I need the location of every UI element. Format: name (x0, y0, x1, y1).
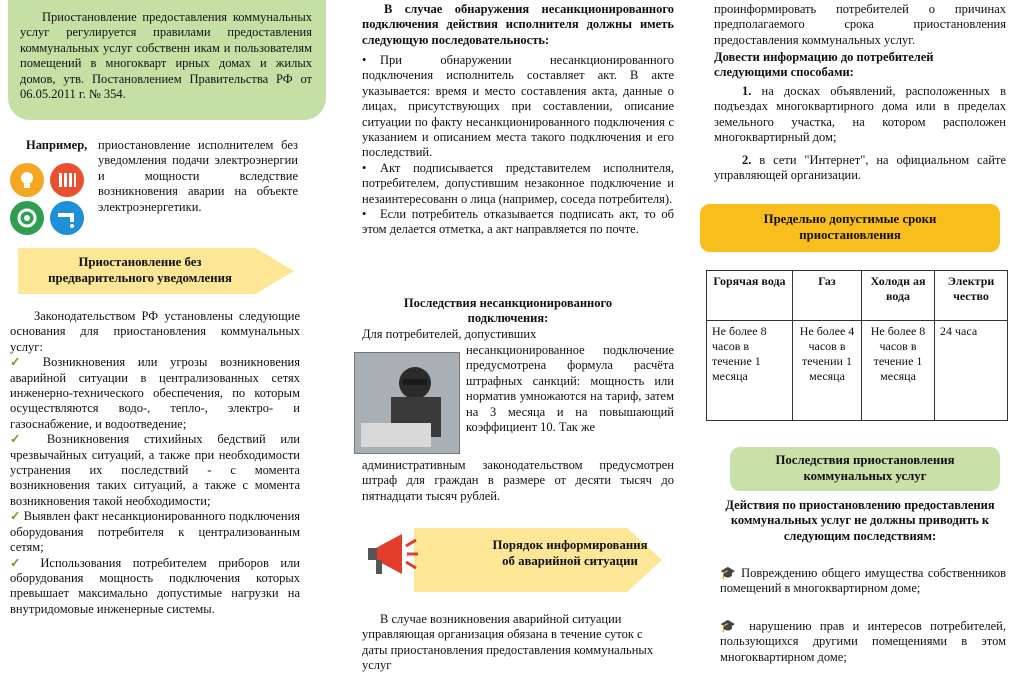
header-hot-water: Горячая вода (707, 271, 793, 321)
utility-icons (10, 163, 88, 235)
intro-box (8, 0, 326, 120)
emergency-info-banner-title: Порядок информирования об аварийной ситуации (492, 538, 648, 568)
ground-item-2: ✓ Возникновения стихийных бедствий или чрезвычайных ситуаций, а также при необходимости устранения их последствий - с момента возникновения таких ситуаций, а также с момента возникновения такой необходимости; (10, 432, 301, 508)
actions-intro: Действия по приостановлению предоставления коммунальных услуг не должны приводить к следующим последствиям: (725, 498, 995, 543)
table-row (707, 321, 1008, 421)
hacker-image (354, 352, 460, 454)
bullet-icon: • (362, 207, 367, 222)
step-item-2: • Акт подписывается представителем исполнителя, потребителем, допустившим незаконное подключение и незаинтересованн о лица (например, соседа потребителя). (362, 160, 674, 206)
header-electricity: Электри чество (935, 271, 1008, 321)
limits-banner-title: Предельно допустимые сроки приостановления (763, 212, 937, 242)
value-cold-water: Не более 8 часов в течение 1 месяца (862, 321, 935, 421)
bullet-icon: • (362, 160, 367, 175)
results-banner-title: Последствия приостановления коммунальных услуг (775, 453, 955, 483)
limits-table (706, 270, 1008, 421)
check-icon: ✓ (10, 355, 31, 370)
value-electricity: 24 часа (935, 321, 1008, 421)
check-icon: ✓ (10, 509, 21, 524)
notice-text: проинформировать потребителей о причинах предполагаемого срока приостановления предоставления коммунальных услуг. (714, 2, 1006, 47)
megaphone-icon (362, 526, 422, 586)
example-text: приостановление исполнителем без уведомления подачи электроэнергии и мощности вследствие возникновения аварии на объекте электроэнергетики. (98, 138, 298, 214)
result-item-2: 🎓 нарушению прав и интересов потребителей, пользующихся другими помещениями в этом многоквартирном доме; (720, 619, 1006, 664)
value-hot-water: Не более 8 часов в течение 1 месяца (707, 321, 793, 421)
ground-item-4: ✓ Использования потребителем приборов или оборудования мощность подключения которых превышает максимально допустимые нагрузки на внутридомовые инженерные системы. (10, 555, 300, 616)
intro-text: Приостановление предоставления коммунальных услуг регулируется правилами предоставления коммунальных услуг собственн икам и пользователям помещений в многокварт ирных домах и жилых домов, утв. Постановлением Правительства РФ от 06.05.2011 г. № 354. (20, 10, 312, 102)
water-tap-icon (50, 201, 84, 235)
header-cold-water: Холодн ая вода (862, 271, 935, 321)
result-item-1: 🎓 Повреждению общего имущества собственников помещений в многоквартирном доме; (720, 566, 1006, 596)
table-row (707, 271, 1008, 321)
step-item-3: • Если потребитель отказывается подписать акт, то об этом делается отметка, а акт направляется по почте. (362, 207, 674, 237)
bullet-icon: • (362, 53, 367, 67)
lightbulb-icon (10, 163, 44, 197)
example-label: Например, (26, 138, 88, 152)
ground-item-1: ✓ Возникновения или угрозы возникновения аварийной ситуации в централизованных сетях инженерно-технического обеспечения, по которым осуществляются водо-, тепло-, электро- и газоснабжение, и водоотведение; (10, 355, 300, 431)
consequences-text-a: Для потребителей, допустивших (362, 327, 537, 341)
value-gas: Не более 4 часов в течении 1 месяца (793, 321, 862, 421)
method-2: 2. в сети "Интернет", на официальном сайте управляющей организации. (714, 153, 1007, 183)
method-1: 1. на досках объявлений, расположенных в подъездах многоквартирного дома или в пределах земельного участка, на котором расположен многоквартирный дом; (714, 84, 1006, 145)
graduation-cap-icon: 🎓 (720, 619, 741, 633)
grounds-block (10, 309, 300, 617)
ground-item-3: ✓ Выявлен факт несанкционированного подключения оборудования потребителя к централизованным сетям; (10, 509, 301, 555)
step-item-1: • При обнаружении несанкционированного подключения исполнитель составляет акт. В акте указывается: время и место составления акта, данные о лицах, присутствующих при составлении, описание ситуации по факту несанкционированного подключения с указанием и описанием места такого подключения и его последствий. (362, 53, 674, 160)
detection-steps (362, 53, 674, 238)
consequences-text-c: административным законодательством предусмотрен штраф для граждан в размере от десяти тысяч до пятнадцати тысяч рублей. (362, 458, 674, 503)
graduation-cap-icon: 🎓 (720, 566, 737, 580)
consequences-text-b: несанкционированное подключение предусмотрена формула расчёта штрафных санкций: мощность или норматив умножаются на тариф, затем на 3 месяца и на повышающий коэффициент 10. Так же (466, 343, 674, 435)
methods-title: Довести информацию до потребителей следующими способами: (714, 50, 934, 80)
header-gas: Газ (793, 271, 862, 321)
detection-heading: В случае обнаружения несанкционированного подключения действия исполнителя должны иметь следующую последовательность: (362, 2, 674, 47)
radiator-icon (50, 163, 84, 197)
no-notice-banner-title: Приостановление без предварительного уведомления (48, 255, 232, 285)
grounds-intro: Законодательством РФ установлены следующие основания для приостановления коммунальных услуг: (10, 309, 300, 354)
consequences-title: Последствия несанкционированного подключения: (403, 296, 613, 326)
emergency-text: В случае возникновения аварийной ситуации управляющая организация обязана в течение суток с даты приостановления предоставления коммунальных услуг (362, 612, 654, 673)
check-icon: ✓ (10, 432, 33, 447)
check-icon: ✓ (10, 555, 29, 570)
gas-burner-icon (10, 201, 44, 235)
